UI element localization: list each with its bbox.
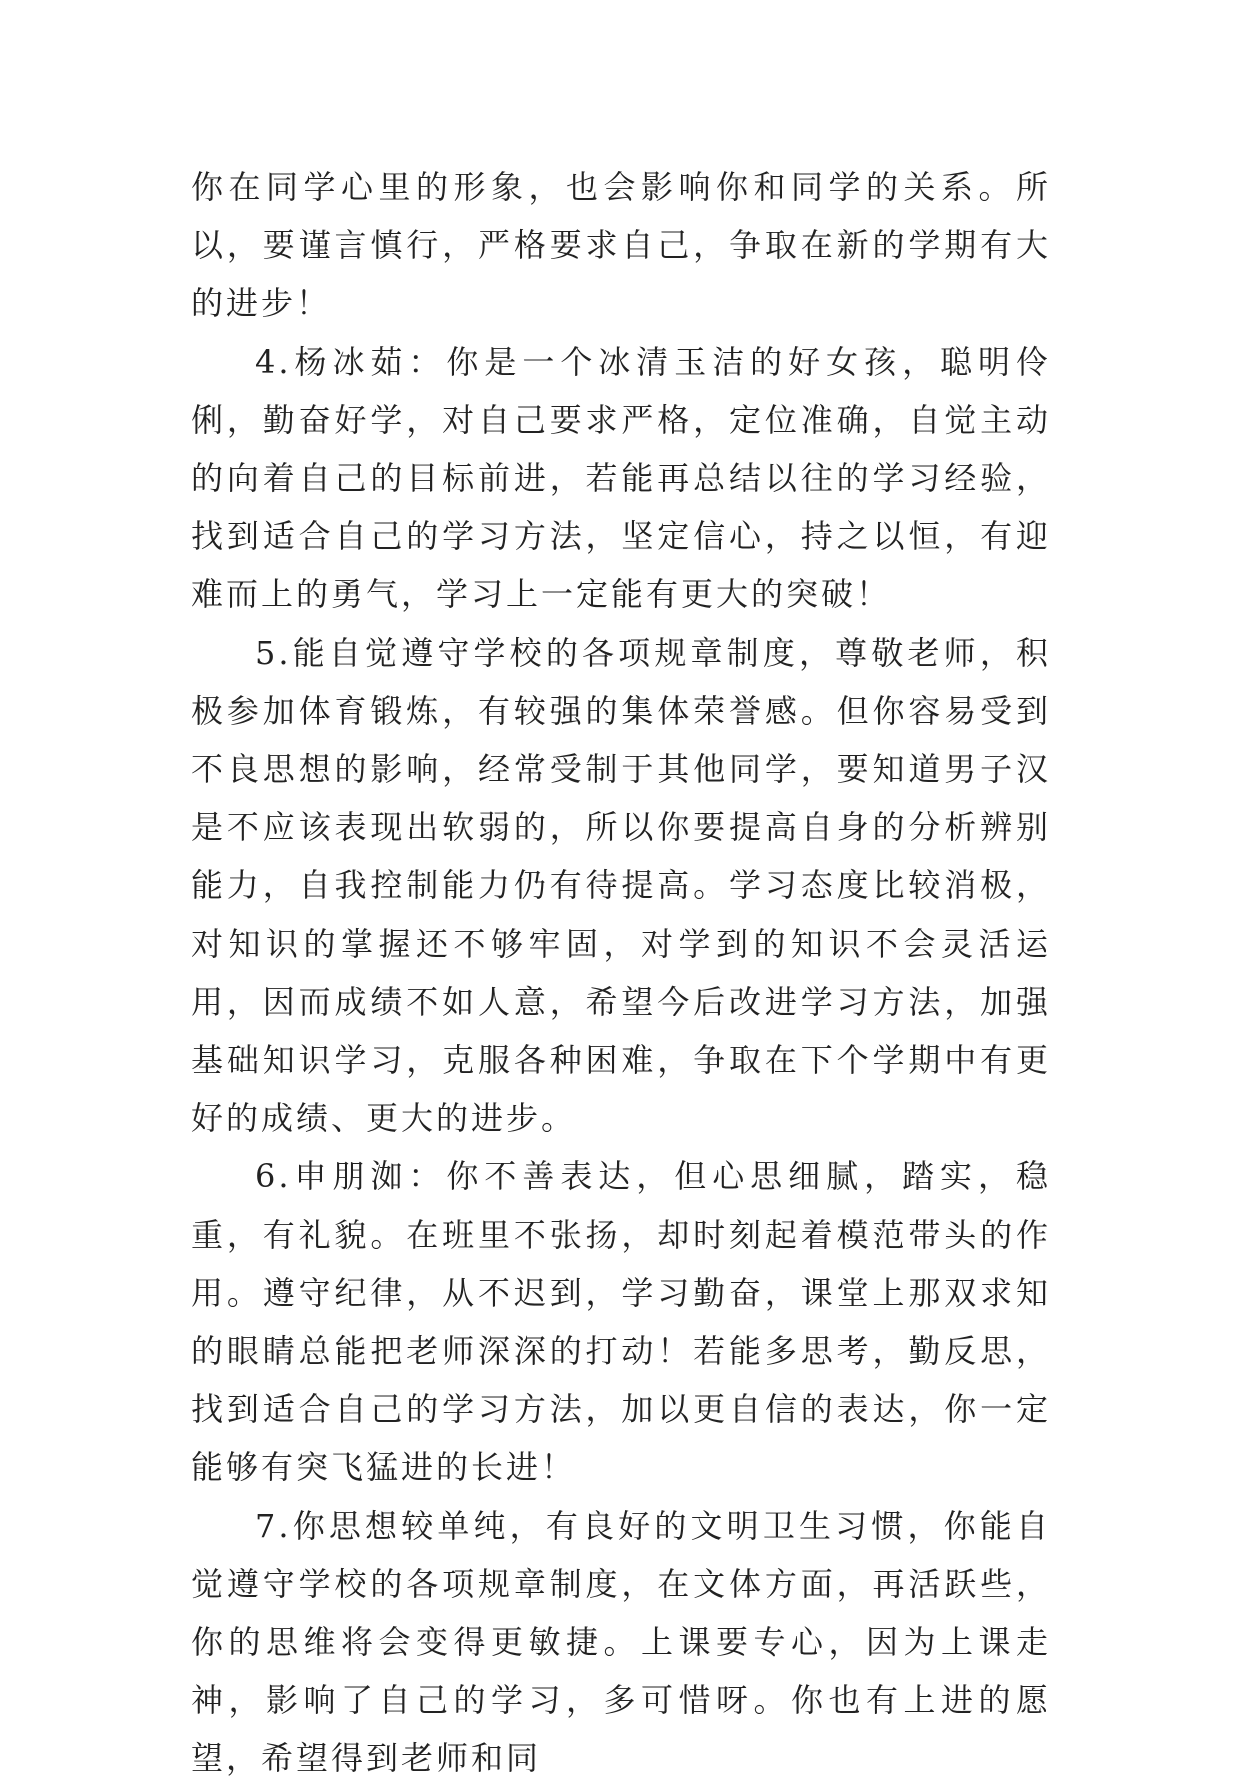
paragraph-comment-6: 6.申朋洳：你不善表达，但心思细腻，踏实，稳重，有礼貌。在班里不张扬，却时刻起着模范带头的作用。遵守纪律，从不迟到，学习勤奋，课堂上那双求知的眼睛总能把老师深深的打动！若能多思考，勤反思，找到适合自己的学习方法，加以更自信的表达，你一定能够有突飞猛进的长进！ [191, 1157, 1051, 1487]
paragraph-continuation: 你在同学心里的形象，也会影响你和同学的关系。所以，要谨言慎行，严格要求自己，争取在新的学期有大的进步！ [191, 168, 1051, 323]
document-body [191, 158, 1051, 1788]
paragraph-comment-5: 5.能自觉遵守学校的各项规章制度，尊敬老师，积极参加体育锻炼，有较强的集体荣誉感。但你容易受到不良思想的影响，经常受制于其他同学，要知道男子汉是不应该表现出软弱的，所以你要提高自身的分析辨别能力，自我控制能力仍有待提高。学习态度比较消极，对知识的掌握还不够牢固，对学到的知识不会灵活运用，因而成绩不如人意，希望今后改进学习方法，加强基础知识学习，克服各种困难，争取在下个学期中有更好的成绩、更大的进步。 [191, 633, 1051, 1138]
paragraph-comment-7: 7.你思想较单纯，有良好的文明卫生习惯，你能自觉遵守学校的各项规章制度，在文体方面，再活跃些，你的思维将会变得更敏捷。上课要专心，因为上课走神，影响了自己的学习，多可惜呀。你也有上进的愿望，希望得到老师和同 [191, 1506, 1051, 1778]
paragraph-comment-4: 4.杨冰茹：你是一个冰清玉洁的好女孩，聪明伶俐，勤奋好学，对自己要求严格，定位准确，自觉主动的向着自己的目标前进，若能再总结以往的学习经验，找到适合自己的学习方法，坚定信心，持之以恒，有迎难而上的勇气，学习上一定能有更大的突破！ [191, 342, 1051, 614]
